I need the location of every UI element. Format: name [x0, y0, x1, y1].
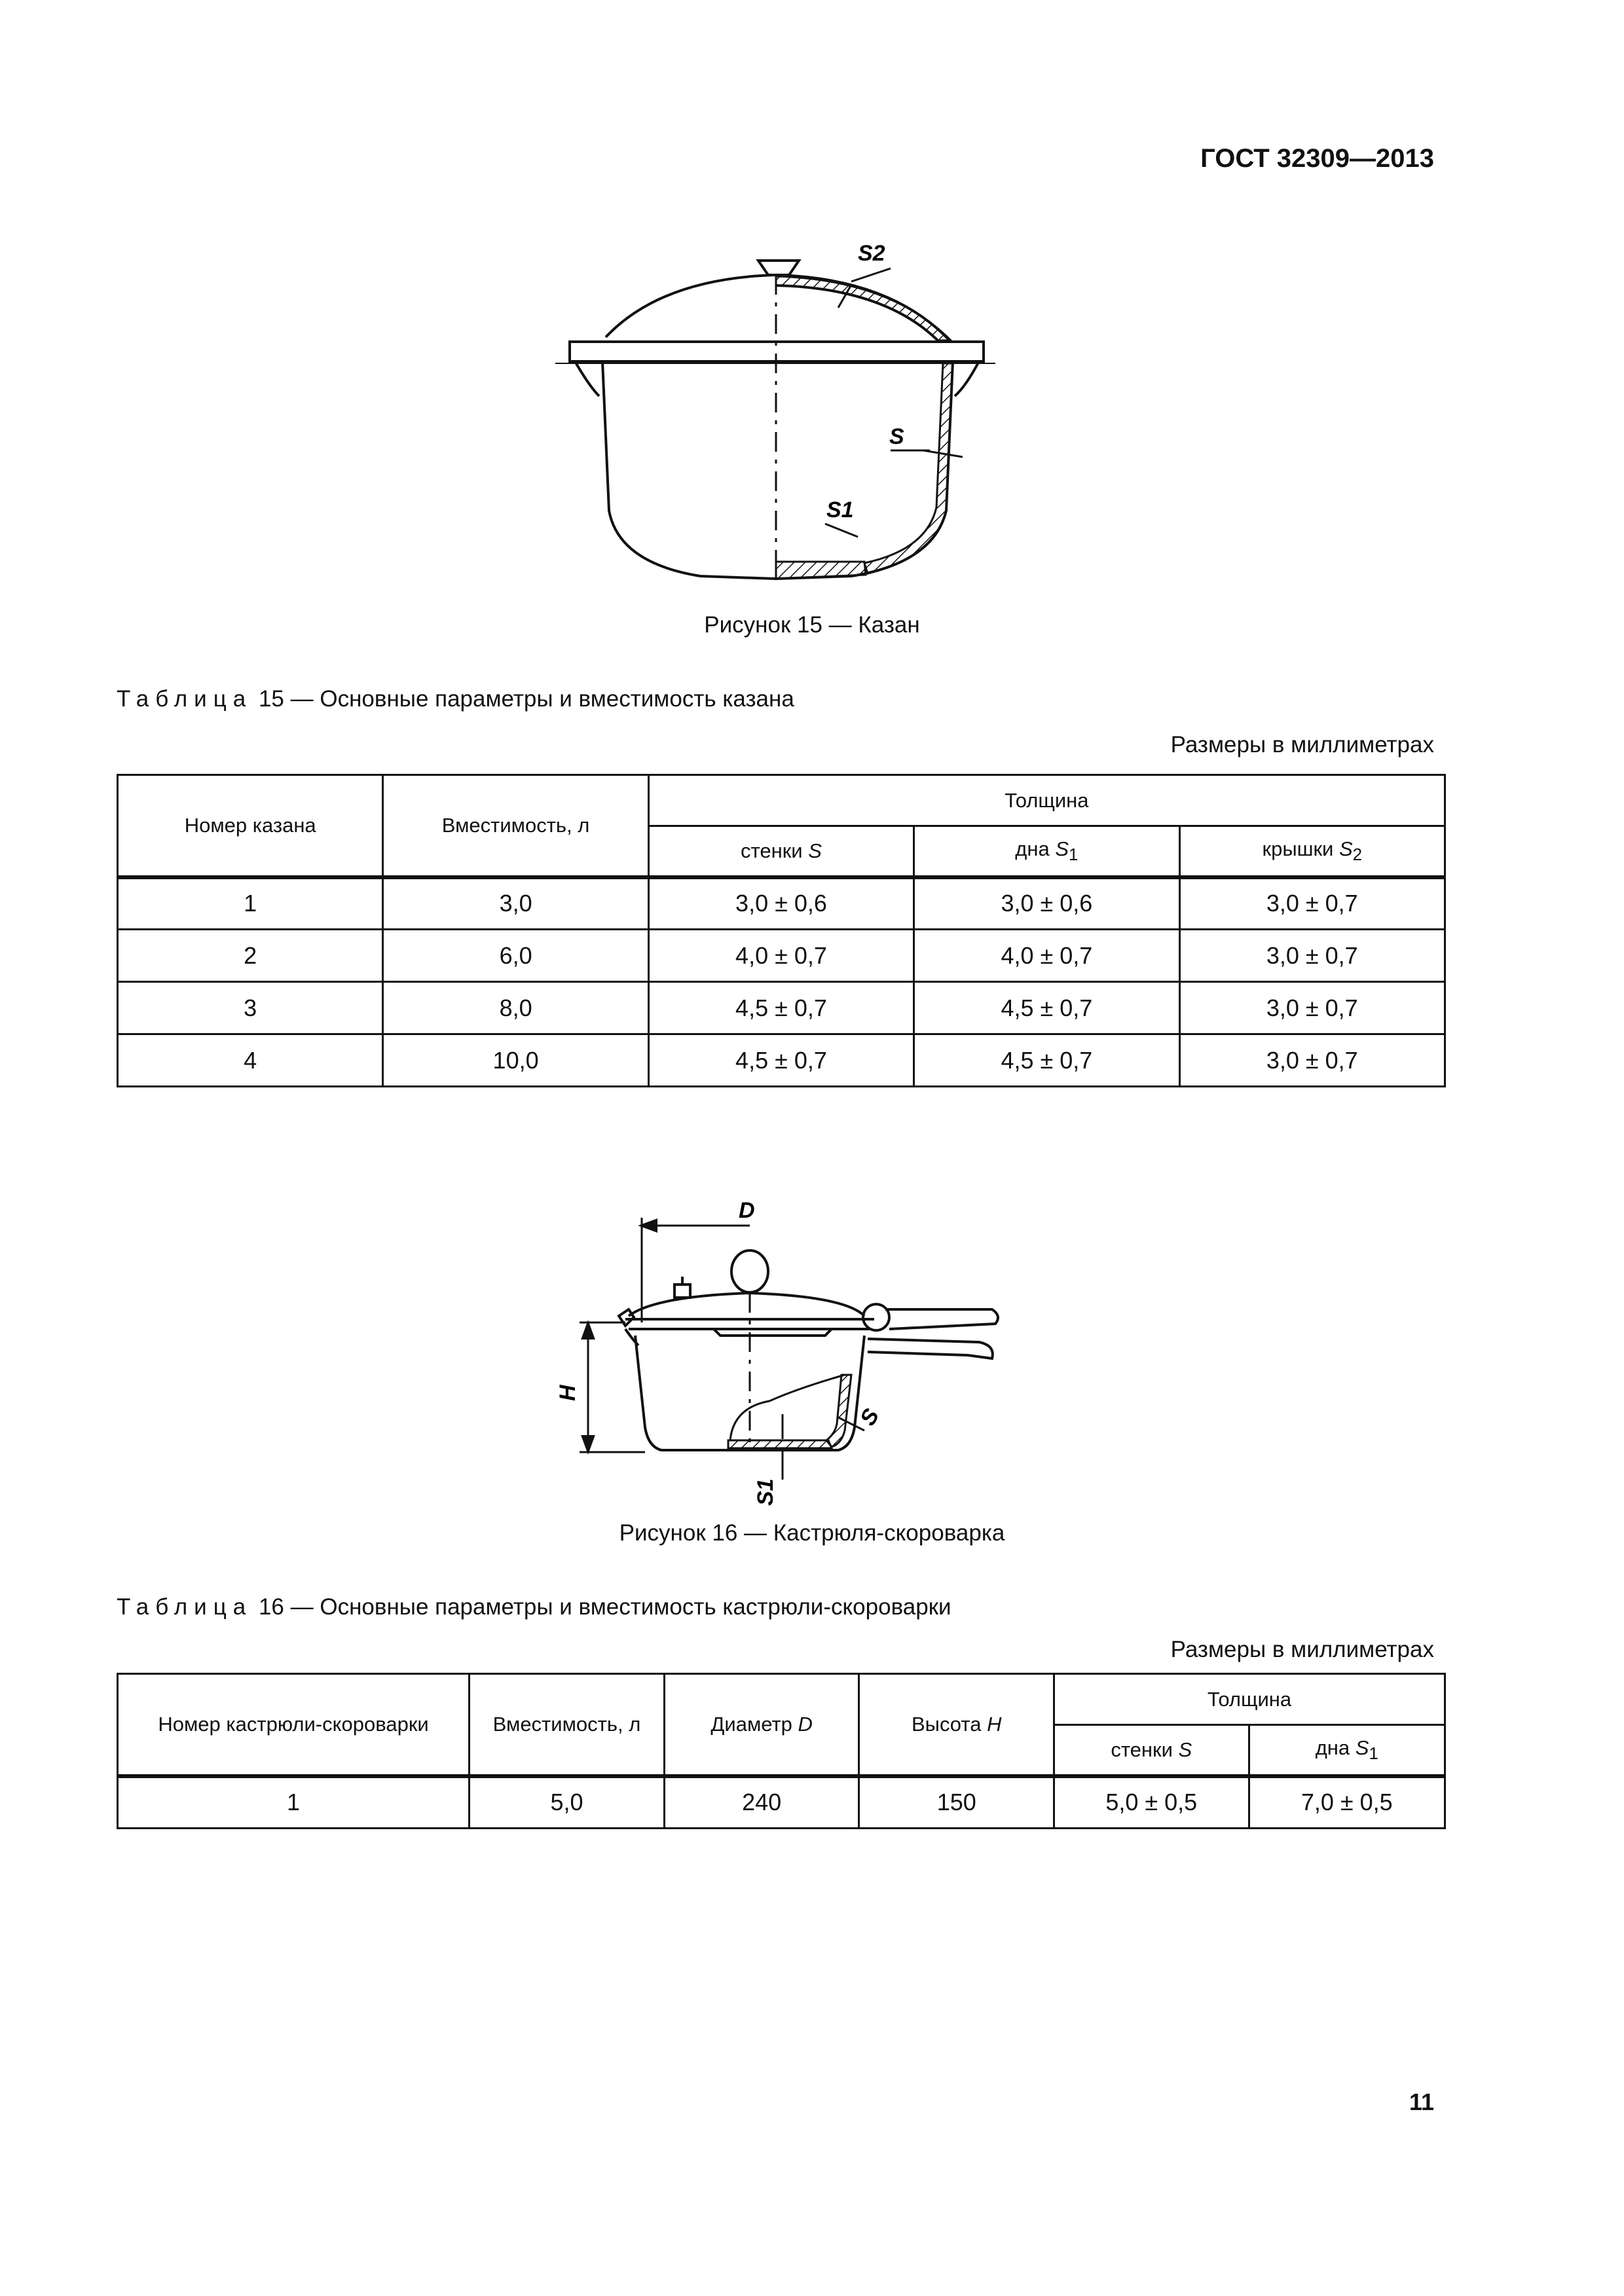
- cell: 4,5 ± 0,7: [648, 982, 913, 1034]
- table-row: [118, 930, 1445, 982]
- cell: 4,5 ± 0,7: [914, 982, 1179, 1034]
- cell: 240: [664, 1776, 859, 1829]
- label-s: S: [855, 1404, 885, 1430]
- header-height: Высота H: [859, 1674, 1054, 1776]
- cell: 4,5 ± 0,7: [648, 1034, 913, 1087]
- cell: 3,0: [383, 877, 648, 930]
- table-16-title: [117, 1594, 951, 1620]
- header-bottom: дна $S_1$: [1249, 1725, 1445, 1776]
- label-d: D: [739, 1198, 755, 1223]
- cell: 4: [118, 1034, 383, 1087]
- lid-section: [776, 276, 951, 340]
- header-thickness: Толщина: [648, 775, 1445, 826]
- header-diameter: Диаметр D: [664, 1674, 859, 1776]
- figure-15-kazan-drawing: [0, 0, 1624, 629]
- page-number: 11: [1409, 2088, 1434, 2115]
- table-15-title: [117, 686, 794, 712]
- label-s1: S1: [826, 498, 854, 522]
- cooker-bottom-section: [728, 1440, 832, 1448]
- document-id: ГОСТ 32309—2013: [1200, 144, 1434, 173]
- table-row: [118, 1776, 1445, 1829]
- label-s2: S2: [858, 241, 885, 266]
- cell: 4,5 ± 0,7: [914, 1034, 1179, 1087]
- wall-section: [864, 363, 953, 574]
- header-cooker-number: Номер кастрюли-скороварки: [118, 1674, 470, 1776]
- cell: 5,0 ± 0,5: [1054, 1776, 1249, 1829]
- cell: 4,0 ± 0,7: [914, 930, 1179, 982]
- cell: 6,0: [383, 930, 648, 982]
- header-capacity: Вместимость, л: [383, 775, 648, 877]
- cell: 7,0 ± 0,5: [1249, 1776, 1445, 1829]
- table-16: [117, 1673, 1446, 1829]
- cell: 1: [118, 877, 383, 930]
- table-16-name: 16 — Основные параметры и вместимость кастрюли-скороварки: [258, 1594, 951, 1620]
- bottom-section: [776, 562, 866, 579]
- table-row: [118, 982, 1445, 1034]
- cell: 5,0: [470, 1776, 665, 1829]
- cell: 3,0 ± 0,7: [1179, 1034, 1445, 1087]
- cell: 3,0 ± 0,6: [648, 877, 913, 930]
- header-thickness: Толщина: [1054, 1674, 1445, 1725]
- figure-15-caption: Рисунок 15 — Казан: [704, 612, 920, 638]
- table-16-label: Таблица: [117, 1594, 253, 1620]
- table-15: [117, 774, 1446, 1087]
- table-row: [118, 877, 1445, 930]
- header-kazan-number: Номер казана: [118, 775, 383, 877]
- label-s: S: [889, 424, 904, 449]
- cell: 3,0 ± 0,7: [1179, 930, 1445, 982]
- cooker-wall-section: [826, 1375, 851, 1447]
- header-wall: стенки S: [648, 826, 913, 877]
- cell: 3: [118, 982, 383, 1034]
- cell: 150: [859, 1776, 1054, 1829]
- label-s1: S1: [753, 1478, 778, 1506]
- cell: 1: [118, 1776, 470, 1829]
- table-row: [118, 1034, 1445, 1087]
- header-bottom: дна $S_1$: [914, 826, 1179, 877]
- cell: 4,0 ± 0,7: [648, 930, 913, 982]
- cell: 10,0: [383, 1034, 648, 1087]
- table-15-label: Таблица: [117, 686, 253, 712]
- header-lid: крышки $S_2$: [1179, 826, 1445, 877]
- table-16-units: Размеры в миллиметрах: [1170, 1637, 1434, 1662]
- cell: 2: [118, 930, 383, 982]
- figure-16-caption: Рисунок 16 — Кастрюля-скороварка: [619, 1520, 1005, 1546]
- header-capacity: Вместимость, л: [470, 1674, 665, 1776]
- cell: 3,0 ± 0,7: [1179, 982, 1445, 1034]
- label-h: H: [555, 1385, 580, 1401]
- header-wall: стенки S: [1054, 1725, 1249, 1776]
- cell: 3,0 ± 0,7: [1179, 877, 1445, 930]
- figure-16-pressure-cooker-drawing: [0, 1178, 1624, 1702]
- cell: 8,0: [383, 982, 648, 1034]
- table-15-units: Размеры в миллиметрах: [1170, 732, 1434, 757]
- table-15-name: 15 — Основные параметры и вместимость казана: [258, 686, 794, 712]
- cell: 3,0 ± 0,6: [914, 877, 1179, 930]
